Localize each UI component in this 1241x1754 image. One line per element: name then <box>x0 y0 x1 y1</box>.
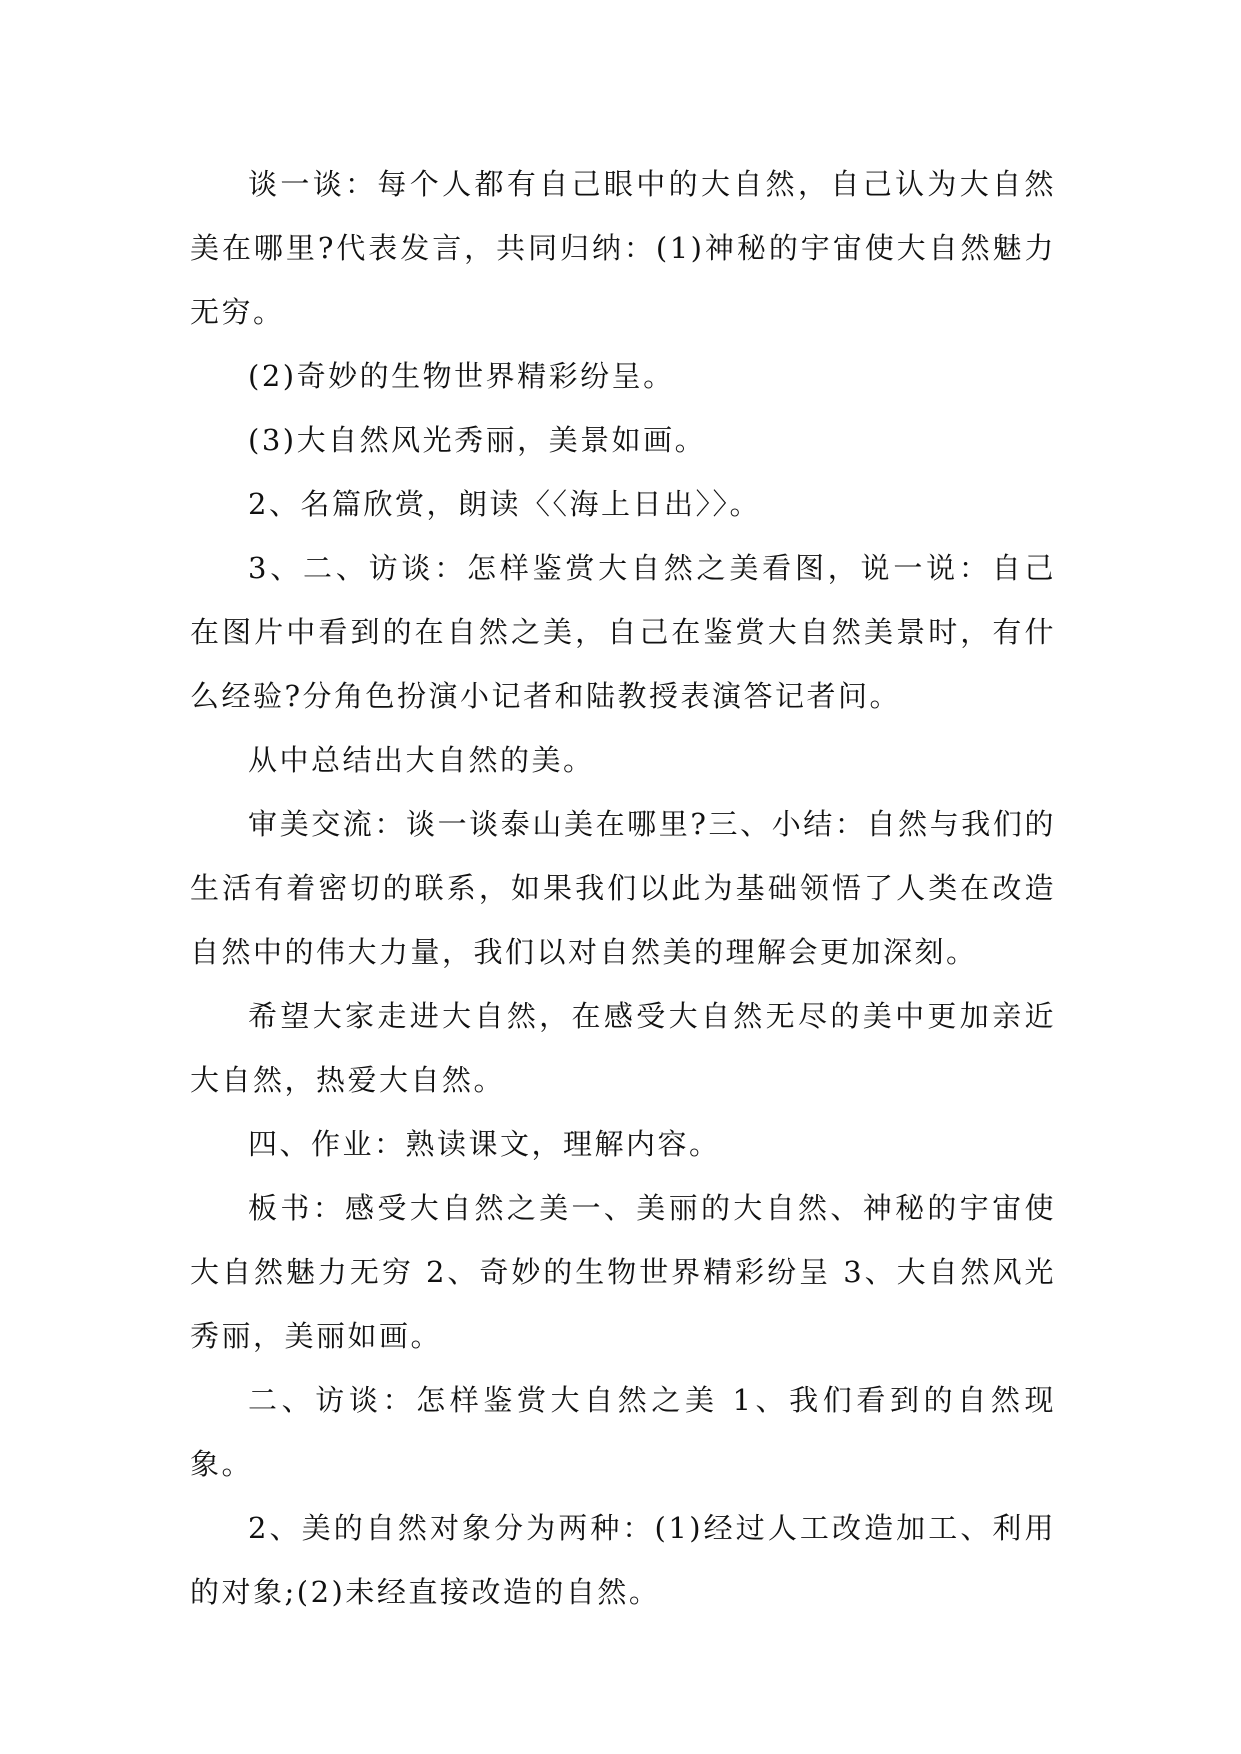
paragraph-discussion: 谈一谈：每个人都有自己眼中的大自然，自己认为大自然美在哪里?代表发言，共同归纳：(1)神秘的宇宙使大自然魅力无穷。 <box>190 167 1056 329</box>
paragraph-reading: 2、名篇欣赏，朗读〈〈海上日出〉〉。 <box>248 487 761 521</box>
paragraph-point-3: (3)大自然风光秀丽，美景如画。 <box>248 423 707 457</box>
paragraph-interview-2: 二、访谈：怎样鉴赏大自然之美 1、我们看到的自然现象。 <box>190 1383 1056 1481</box>
paragraph-aesthetic-exchange: 审美交流：谈一谈泰山美在哪里?三、小结：自然与我们的生活有着密切的联系，如果我们以此为基础领悟了人类在改造自然中的伟大力量，我们以对自然美的理解会更加深刻。 <box>190 807 1056 969</box>
paragraph-point-2: (2)奇妙的生物世界精彩纷呈。 <box>248 359 675 393</box>
paragraph-summary-beauty: 从中总结出大自然的美。 <box>248 743 595 777</box>
paragraph-interview: 3、二、访谈：怎样鉴赏大自然之美看图，说一说：自己在图片中看到的在自然之美，自己在鉴赏大自然美景时，有什么经验?分角色扮演小记者和陆教授表演答记者问。 <box>190 551 1056 713</box>
paragraph-blackboard: 板书：感受大自然之美一、美丽的大自然、神秘的宇宙使大自然魅力无穷 2、奇妙的生物世界精彩纷呈 3、大自然风光秀丽，美丽如画。 <box>190 1191 1056 1353</box>
document-body <box>190 152 1056 1624</box>
paragraph-homework: 四、作业：熟读课文，理解内容。 <box>248 1127 721 1161</box>
paragraph-natural-objects: 2、美的自然对象分为两种：(1)经过人工改造加工、利用的对象;(2)未经直接改造的自然。 <box>190 1511 1056 1609</box>
paragraph-hope: 希望大家走进大自然，在感受大自然无尽的美中更加亲近大自然，热爱大自然。 <box>190 999 1056 1097</box>
